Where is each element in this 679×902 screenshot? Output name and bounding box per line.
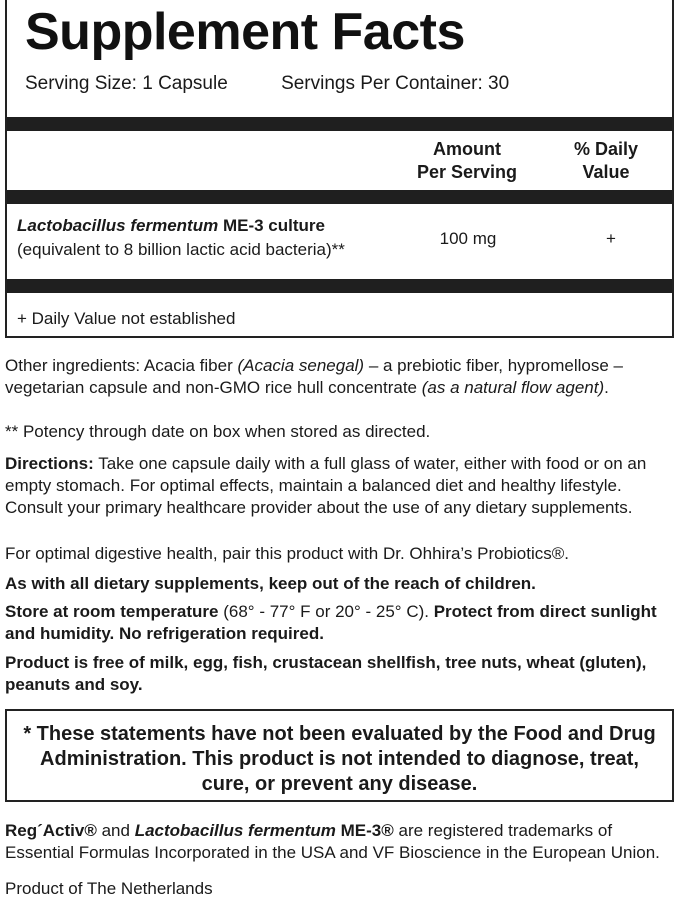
serving-info [25, 72, 509, 96]
other-ingredients: Other ingredients: Acacia fiber (Acacia senegal) – a prebiotic fiber, hypromellose – vegetarian capsule and non-GMO rice hull concentrate (as a natural flow agent). [5, 356, 624, 397]
supplement-facts-panel [5, 0, 674, 338]
trademark-notice: Reg´Activ® and Lactobacillus fermentum ME-3® are registered trademarks of Essential Formulas Incorporated in the USA and VF Bioscience in the European Union. [5, 821, 660, 862]
daily-value-footnote: + Daily Value not established [17, 309, 236, 328]
divider-bar [7, 190, 672, 204]
ingredient-note: (equivalent to 8 billion lactic acid bacteria)** [17, 240, 345, 259]
ingredient-amount: 100 mg [439, 229, 497, 248]
panel-title: Supplement Facts [25, 3, 465, 61]
directions: Directions: Take one capsule daily with a full glass of water, either with food or on an empty stomach. For optimal effects, maintain a balanced diet and healthy lifestyle. Consult your primary healthcare provider about the use of any dietary supplements. [5, 454, 647, 517]
column-header-daily-value: % Daily Value [573, 139, 639, 182]
pairing-note: For optimal digestive health, pair this product with Dr. Ohhira’s Probiotics®. [5, 544, 570, 563]
serving-size: Serving Size: 1 Capsule [25, 73, 228, 94]
column-header-amount: Amount Per Serving [416, 139, 518, 182]
ingredient-name: Lactobacillus fermentum ME-3 culture [17, 216, 325, 235]
servings-per-container: Servings Per Container: 30 [281, 73, 510, 94]
storage-instructions: Store at room temperature (68° - 77° F or 20° - 25° C). Protect from direct sunlight and humidity. No refrigeration required. [5, 602, 657, 643]
potency-note: ** Potency through date on box when stored as directed. [5, 422, 431, 441]
divider-bar [7, 117, 672, 131]
country-of-origin: Product of The Netherlands [5, 879, 213, 898]
children-warning: As with all dietary supplements, keep out of the reach of children. [5, 574, 536, 593]
divider-bar [7, 279, 672, 293]
ingredient-daily-value: + [606, 229, 616, 248]
allergen-statement: Product is free of milk, egg, fish, crustacean shellfish, tree nuts, wheat (gluten), peanuts and soy. [5, 653, 647, 694]
fda-disclaimer: * These statements have not been evaluated by the Food and Drug Administration. This product is not intended to diagnose, treat, cure, or prevent any disease. [5, 709, 674, 802]
